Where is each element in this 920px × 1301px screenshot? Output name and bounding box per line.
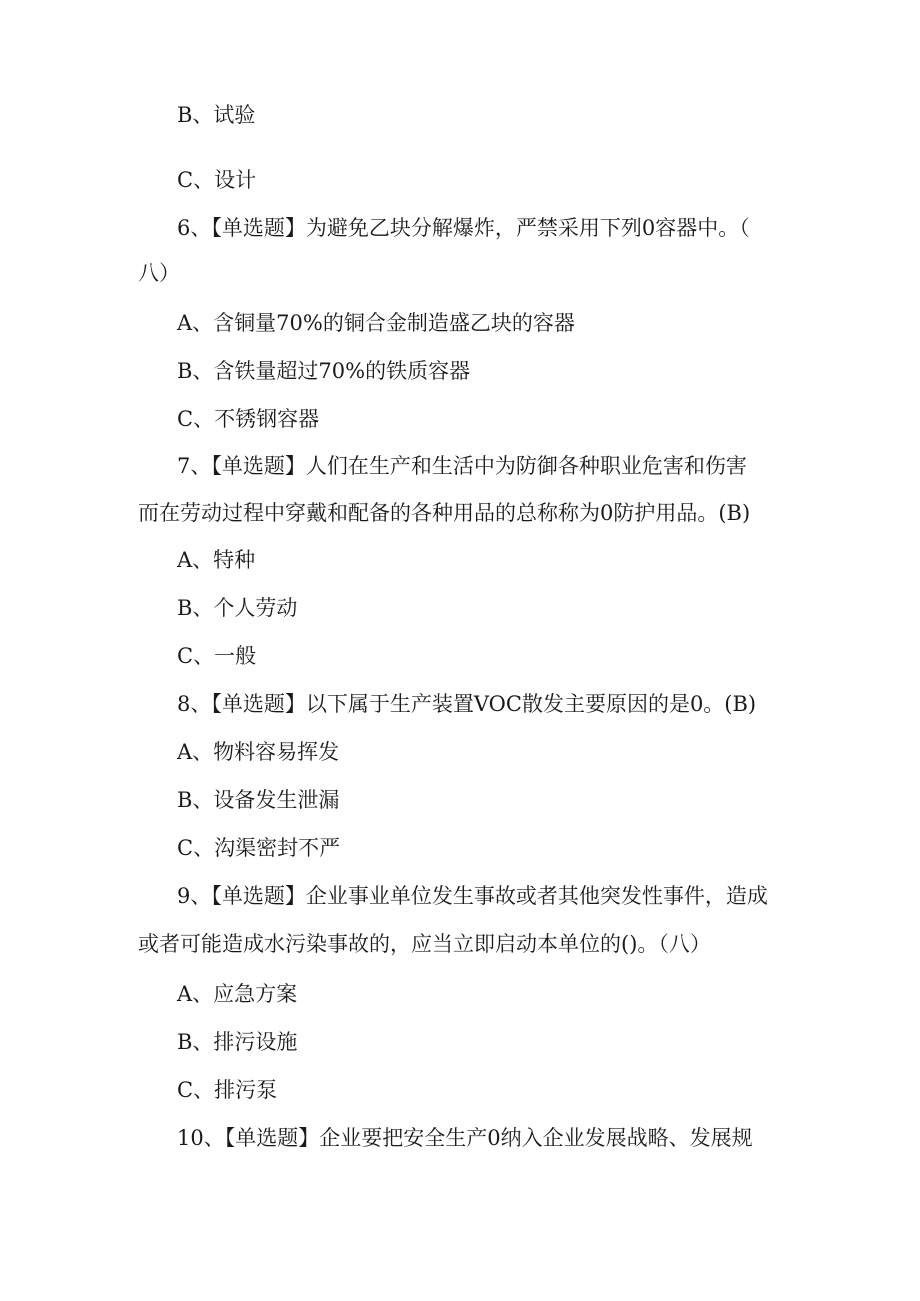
option-c-q9: C、排污泵 (177, 1078, 278, 1102)
option-c-q7: C、一般 (177, 644, 257, 668)
option-b-q5: B、试验 (177, 103, 256, 127)
option-b-q7: B、个人劳动 (177, 596, 298, 620)
option-a-q7: A、特种 (177, 548, 256, 572)
question-10: 10、【单选题】企业要把安全生产0纳入企业发展战略、发展规 (177, 1126, 753, 1150)
question-7-cont: 而在劳动过程中穿戴和配备的各种用品的总称称为0防护用品。(B) (138, 501, 751, 525)
question-7: 7、【单选题】人们在生产和生活中为防御各种职业危害和伤害 (177, 454, 747, 478)
question-9-cont: 或者可能造成水污染事故的，应当立即启动本单位的()。（八） (138, 932, 711, 956)
option-b-q8: B、设备发生泄漏 (177, 788, 340, 812)
option-b-q6: B、含铁量超过70%的铁质容器 (177, 359, 471, 383)
option-a-q8: A、物料容易挥发 (177, 740, 340, 764)
option-b-q9: B、排污设施 (177, 1030, 298, 1054)
option-c-q5: C、设计 (177, 168, 257, 192)
question-6-answer: 八） (138, 261, 180, 285)
question-9: 9、【单选题】企业事业单位发生事故或者其他突发性事件，造成 (177, 884, 768, 908)
question-6: 6、【单选题】为避免乙块分解爆炸，严禁采用下列0容器中。（ (177, 216, 750, 240)
option-c-q8: C、沟渠密封不严 (177, 836, 341, 860)
option-a-q9: A、应急方案 (177, 982, 298, 1006)
option-c-q6: C、不锈钢容器 (177, 407, 320, 431)
question-8: 8、【单选题】以下属于生产装置VOC散发主要原因的是0。(B) (177, 692, 757, 716)
option-a-q6: A、含铜量70%的铜合金制造盛乙块的容器 (177, 311, 575, 335)
